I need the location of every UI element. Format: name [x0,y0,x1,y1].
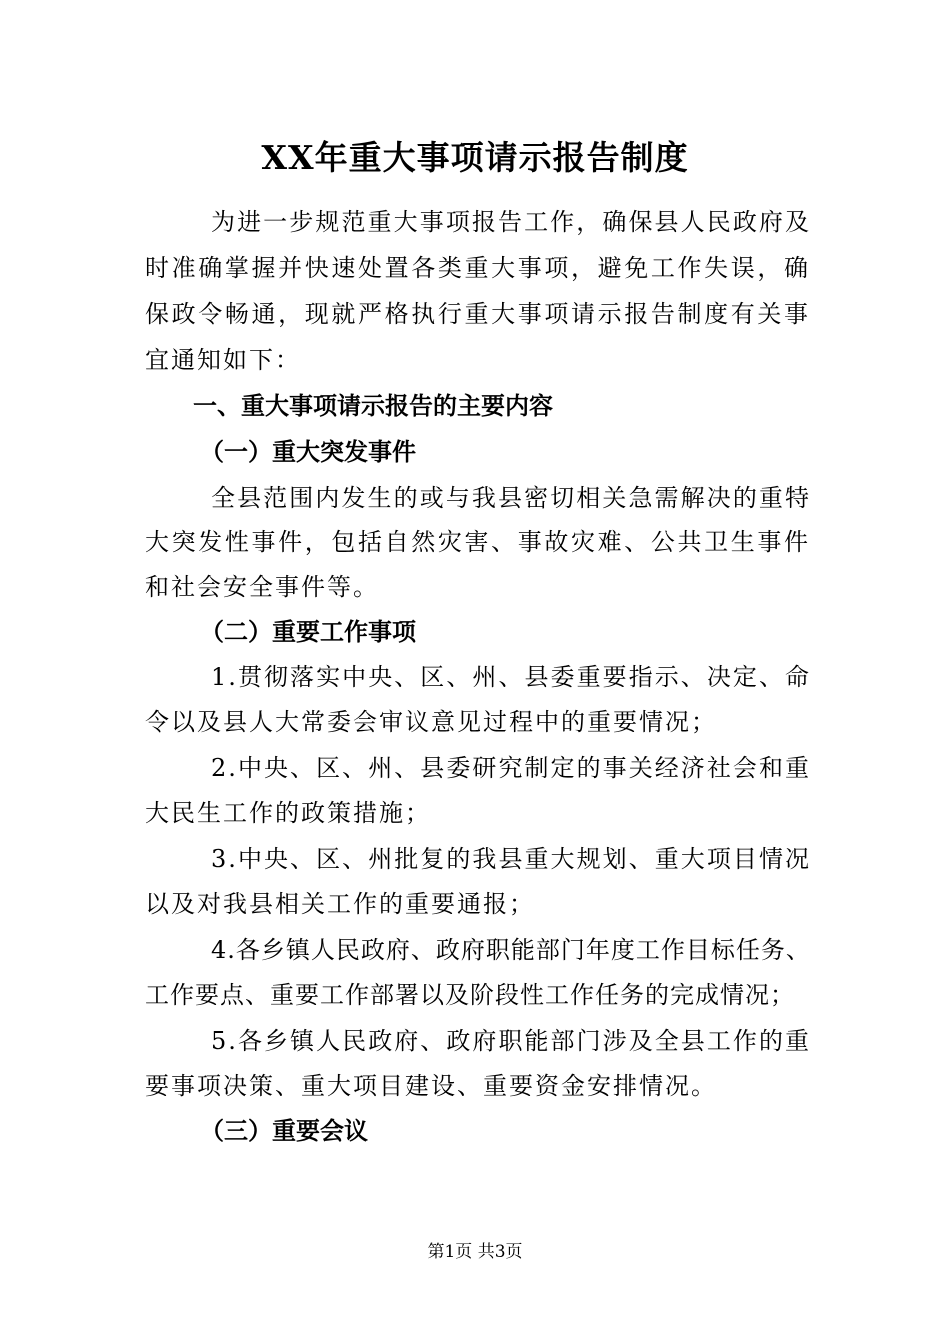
sub1-line-1: 全县范围内发生的或与我县密切相关急需解决的重特 [211,484,811,512]
sub1-line-2: 大突发性事件，包括自然灾害、事故灾难、公共卫生事件 [145,528,810,556]
section-1-heading: 一、重大事项请示报告的主要内容 [193,392,553,420]
item-4-line-2: 工作要点、重要工作部署以及阶段性工作任务的完成情况； [145,981,795,1009]
subsection-2-heading: （二）重要工作事项 [200,618,416,646]
item-4-line-1: 4.各乡镇人民政府、政府职能部门年度工作目标任务、 [211,936,811,964]
intro-line-1: 为进一步规范重大事项报告工作，确保县人民政府及 [211,208,811,236]
intro-line-4: 宜通知如下： [145,346,301,374]
item-1-line-2: 令以及县人大常委会审议意见过程中的重要情况； [145,708,717,736]
document-title: XX年重大事项请示报告制度 [261,138,689,177]
item-2-line-1: 2.中央、区、州、县委研究制定的事关经济社会和重 [211,754,811,782]
subsection-1-heading: （一）重大突发事件 [200,438,416,466]
item-3-line-2: 以及对我县相关工作的重要通报； [145,890,535,918]
subsection-3-heading: （三）重要会议 [200,1117,368,1145]
item-2-line-2: 大民生工作的政策措施； [145,799,431,827]
intro-line-2: 时准确掌握并快速处置各类重大事项，避免工作失误，确 [145,254,810,282]
sub1-line-3: 和社会安全事件等。 [145,573,379,601]
item-5-line-1: 5.各乡镇人民政府、政府职能部门涉及全县工作的重 [211,1027,811,1055]
item-5-line-2: 要事项决策、重大项目建设、重要资金安排情况。 [145,1072,717,1100]
intro-line-3: 保政令畅通，现就严格执行重大事项请示报告制度有关事 [145,300,810,328]
page-footer: 第1页 共3页 [427,1242,523,1262]
item-3-line-1: 3.中央、区、州批复的我县重大规划、重大项目情况 [211,845,811,873]
item-1-line-1: 1.贯彻落实中央、区、州、县委重要指示、决定、命 [211,663,811,691]
